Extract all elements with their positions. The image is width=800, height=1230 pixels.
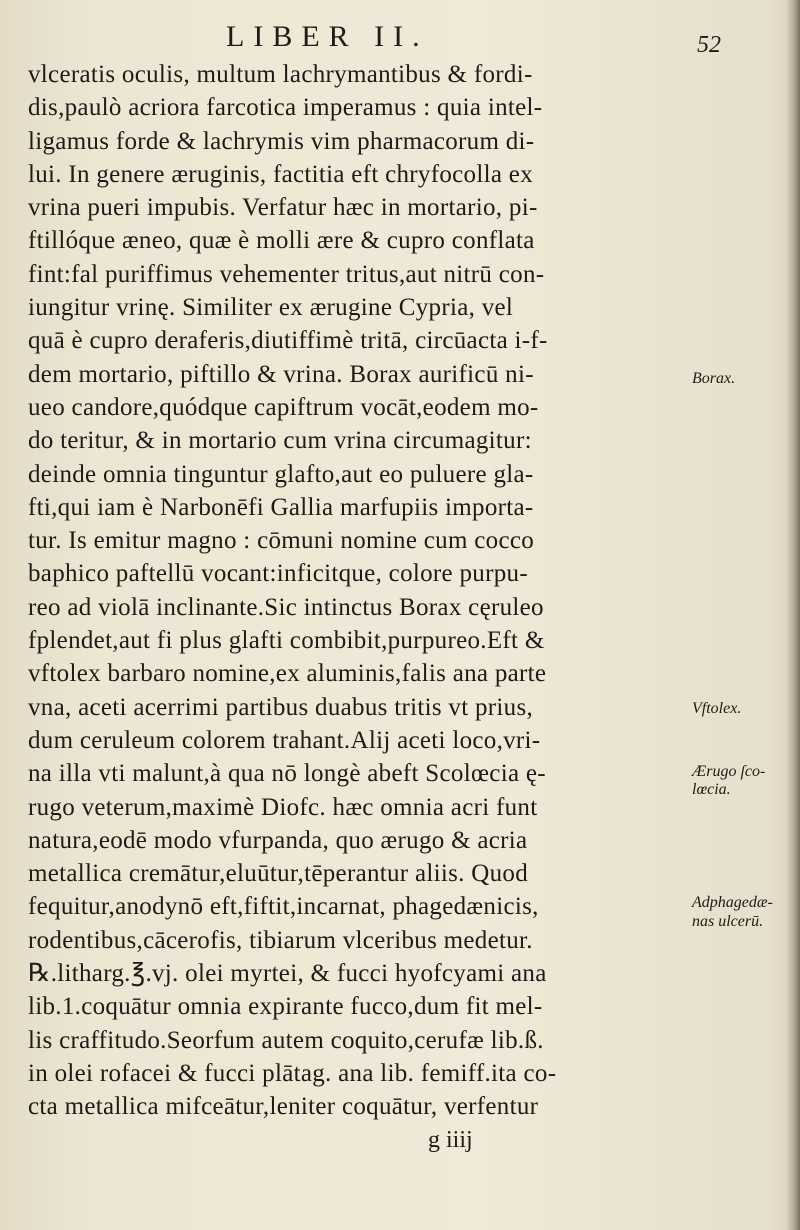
text-line: iungitur vrinę. Similiter ex ærugine Cypria, vel [28,294,514,322]
text-line: fint:fal puriffimus vehementer tritus,aut nitrū con- [28,260,545,288]
text-line: lis craffitudo.Seorfum autem coquito,cerufæ lib.ß. [28,1026,544,1054]
text-line: vna, aceti acerrimi partibus duabus tritis vt prius, [28,693,534,721]
text-line: dum ceruleum colorem trahant.Alij aceti loco,vri- [28,726,541,754]
text-line: dem mortario, piftillo & vrina. Borax aurificū ni- [28,360,534,388]
text-line: dis,paulò acriora farcotica imperamus : quia intel- [28,94,543,122]
catchword: g iiij [428,1126,473,1153]
text-line: rodentibus,cācerofis, tibiarum vlceribus medetur. [28,926,533,954]
text-line: baphico paftellū vocant:inficitque, colore purpu- [28,560,528,588]
text-line: in olei rofacei & fucci plātag. ana lib. femiff.ita co- [28,1059,557,1087]
text-line: quā è cupro deraferis,diutiffimè tritā, circūacta i-f- [28,327,548,355]
marginal-note-ulcerum: nas ulcerū. [692,913,764,930]
text-line: lib.1.coquātur omnia expirante fucco,dum fit mel- [28,993,543,1021]
marginal-note-borax: Borax. [692,370,736,387]
text-line: ueo candore,quódque capiftrum vocāt,eodem mo- [28,393,539,421]
text-line: ligamus forde & lachrymis vim pharmacorum di- [28,127,535,155]
text-line: vlceratis oculis, multum lachrymantibus & fordi- [28,61,533,88]
running-head: LIBER II. [226,20,429,53]
page-edge-shadow [786,0,800,1230]
text-line: rugo veterum,maximè Diofc. hæc omnia acri funt [28,793,538,821]
text-line: vftolex barbaro nomine,ex aluminis,falis ana parte [28,660,547,688]
page-header [0,18,800,58]
text-line: metallica cremātur,eluūtur,tēperantur aliis. Quod [28,860,529,888]
body-text [28,58,688,1157]
text-line: reo ad violā inclinante.Sic intinctus Borax cęruleo [28,593,544,621]
text-line: cta metallica mifceātur,leniter coquātur, verfentur [28,1093,539,1121]
text-line: tur. Is emitur magno : cōmuni nomine cum cocco [28,527,535,555]
page-number: 52 [697,32,721,58]
text-line: na illa vti malunt,à qua nō longè abeft Scolœcia ę- [28,760,546,788]
text-line: fti,qui iam è Narbonēfi Gallia marfupiis importa- [28,493,534,521]
text-line: deinde omnia tinguntur glafto,aut eo puluere gla- [28,460,534,488]
text-line: ftillóque æneo, quæ è molli ære & cupro conflata [28,227,535,255]
marginal-note-vstolex: Vftolex. [692,700,742,717]
text-line: fequitur,anodynō eft,fiftit,incarnat, phagedænicis, [28,893,539,921]
text-line: do teritur, & in mortario cum vrina circumagitur: [28,427,532,455]
marginal-note-scolecia: lœcia. [692,781,731,798]
text-line: lui. In genere æruginis, factitia eft chryfocolla ex [28,160,533,188]
text-line: ℞.litharg.℥.vj. olei myrtei, & fucci hyofcyami ana [28,960,547,988]
text-line: natura,eodē modo vfurpanda, quo ærugo & acria [28,826,528,854]
text-line: fplendet,aut fi plus glafti combibit,purpureo.Eft & [28,627,545,655]
marginal-note-aerugo: Ærugo ſco- [692,763,766,780]
text-line: vrina pueri impubis. Verfatur hæc in mortario, pi- [28,194,538,222]
marginal-note-phagedaenas: Adphagedæ- [692,894,773,911]
